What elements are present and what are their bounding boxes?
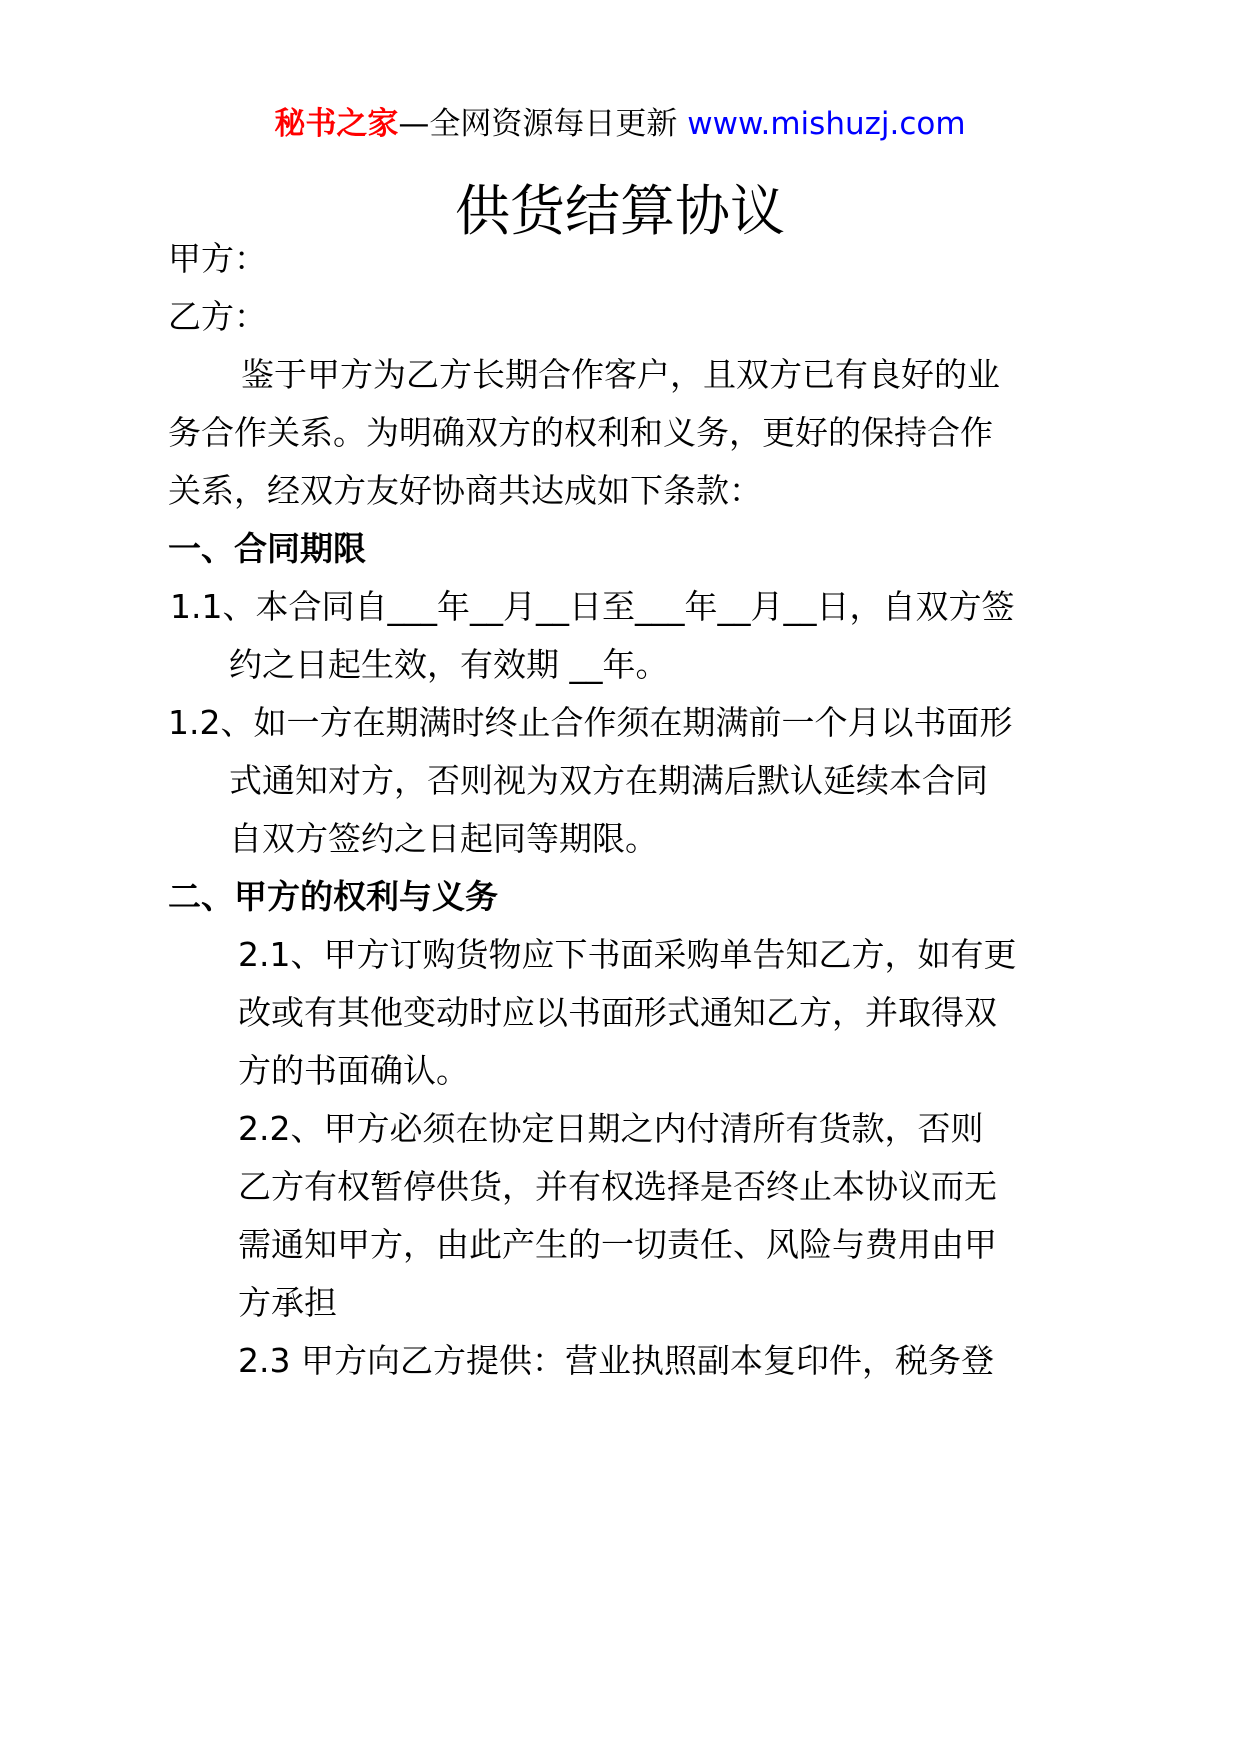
clause-2-3-line: 2.3 甲方向乙方提供：营业执照副本复印件，税务登	[238, 1341, 994, 1380]
clause-1-1-line: 1.1、本合同自___年__月__日至___年__月__日，自双方签	[170, 587, 1015, 626]
brand-name: 秘书之家	[274, 106, 399, 142]
clause-1-2-line: 1.2、如一方在期满时终止合作须在期满前一个月以书面形	[168, 703, 1013, 742]
section-heading-party-a-rights: 二、甲方的权利与义务	[168, 877, 498, 916]
site-url-link[interactable]: www.mishuzj.com	[687, 106, 966, 142]
clause-1-2-line: 式通知对方，否则视为双方在期满后默认延续本合同	[229, 761, 988, 800]
clause-2-2-line: 乙方有权暂停供货，并有权选择是否终止本协议而无	[238, 1167, 997, 1206]
clause-2-2-line: 2.2、甲方必须在协定日期之内付清所有货款，否则	[238, 1109, 984, 1148]
clause-2-2-line: 方承担	[238, 1283, 337, 1322]
intro-line: 关系，经双方友好协商共达成如下条款：	[168, 471, 762, 510]
clause-1-2-line: 自双方签约之日起同等期限。	[229, 819, 658, 858]
clause-2-1-line: 2.1、甲方订购货物应下书面采购单告知乙方，如有更	[238, 935, 1017, 974]
clause-2-1-line: 方的书面确认。	[238, 1051, 469, 1090]
clause-2-2-line: 需通知甲方，由此产生的一切责任、风险与费用由甲	[238, 1225, 997, 1264]
intro-line: 鉴于甲方为乙方长期合作客户，且双方已有良好的业	[241, 355, 1000, 394]
header-tagline: —全网资源每日更新	[398, 106, 688, 142]
site-header	[0, 100, 1240, 148]
document-title: 供货结算协议	[454, 179, 785, 243]
intro-line: 务合作关系。为明确双方的权利和义务，更好的保持合作	[168, 413, 993, 452]
party-a-label: 甲方：	[168, 239, 267, 278]
section-heading-term: 一、合同期限	[168, 529, 366, 568]
clause-1-1-line: 约之日起生效，有效期 __年。	[229, 645, 669, 684]
clause-2-1-line: 改或有其他变动时应以书面形式通知乙方，并取得双	[238, 993, 997, 1032]
party-b-label: 乙方：	[168, 297, 267, 336]
